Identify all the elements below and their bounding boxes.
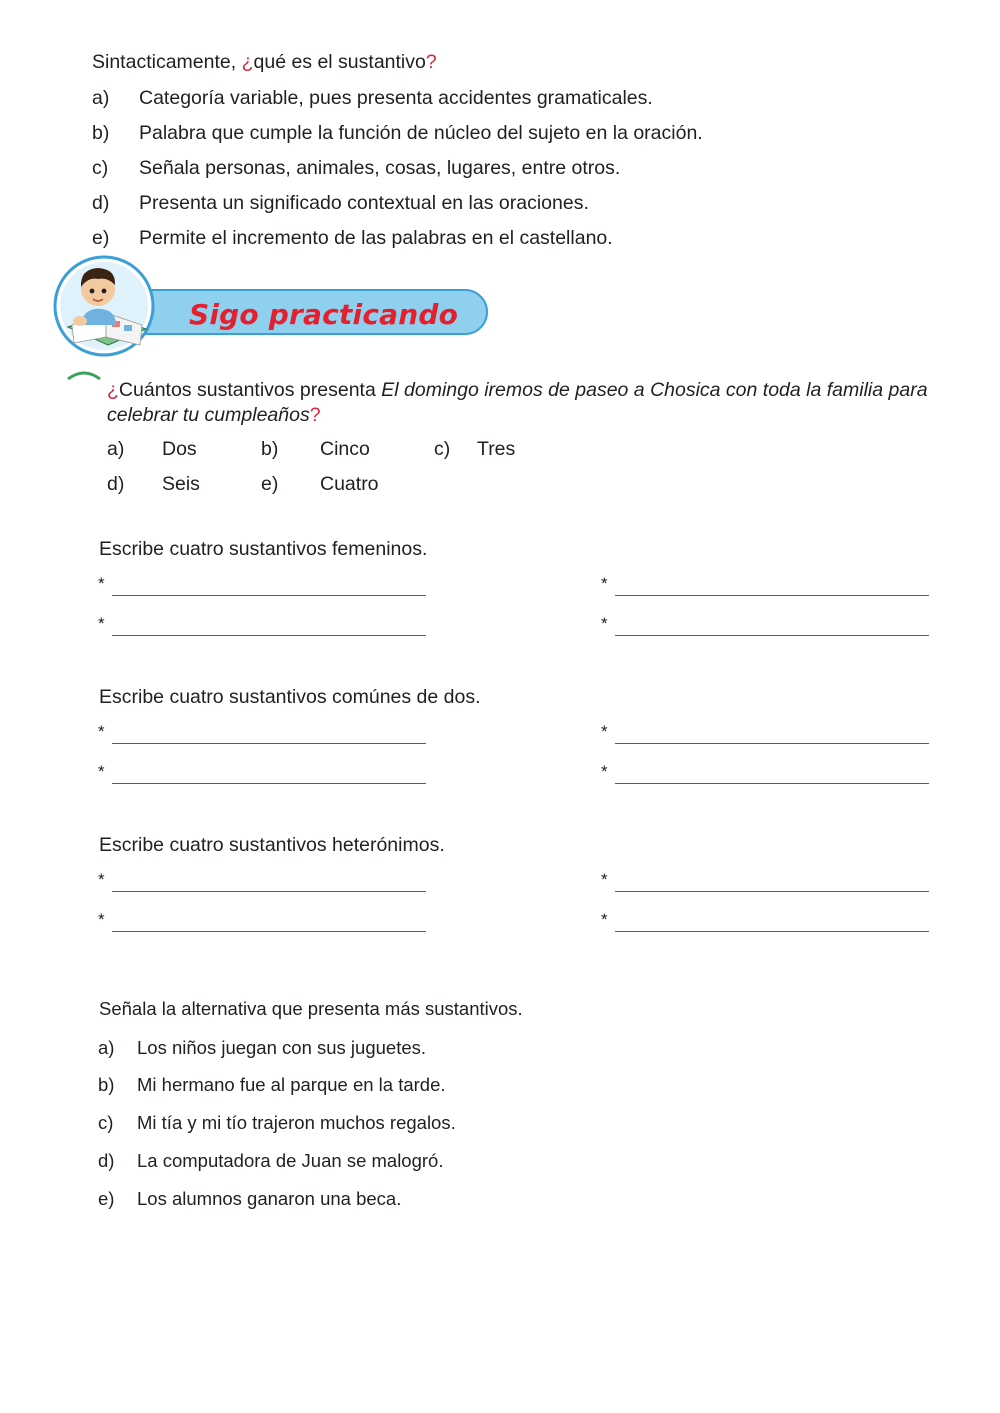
underline <box>112 931 426 932</box>
underline <box>112 635 426 636</box>
bullet-star: * <box>601 870 608 889</box>
question-3-title: Escribe cuatro sustantivos femeninos. <box>99 538 428 560</box>
option-text: Palabra que cumple la función de núcleo del sujeto en la oración. <box>139 122 703 144</box>
question-1 <box>92 51 437 74</box>
underline <box>615 595 929 596</box>
underline <box>615 891 929 892</box>
section-banner <box>142 289 488 335</box>
bullet-star: * <box>98 870 105 889</box>
question-4-title: Escribe cuatro sustantivos comúnes de dos. <box>99 686 481 708</box>
answer-line[interactable] <box>98 576 430 600</box>
option-letter: c) <box>92 157 109 179</box>
question-mark-close: ? <box>309 404 321 426</box>
question-2-sentence-line1: El domingo iremos de paseo a Chosica con toda la familia para <box>381 379 928 401</box>
question-mark-close: ? <box>425 51 437 73</box>
option-letter: e) <box>261 473 279 495</box>
option-text: La computadora de Juan se malogró. <box>137 1150 444 1171</box>
underline <box>112 743 426 744</box>
option-text: Cuatro <box>320 473 379 495</box>
underline <box>615 783 929 784</box>
answer-line[interactable] <box>601 576 933 600</box>
answer-line[interactable] <box>98 616 430 640</box>
bullet-star: * <box>601 574 608 593</box>
option-text: Presenta un significado contextual en las oraciones. <box>139 192 589 214</box>
option-letter: e) <box>92 227 110 249</box>
bullet-star: * <box>601 910 608 929</box>
answer-line[interactable] <box>601 724 933 748</box>
green-arc-decoration <box>64 370 104 380</box>
answer-line[interactable] <box>601 912 933 936</box>
bullet-star: * <box>98 762 105 781</box>
option-letter: d) <box>107 473 125 495</box>
option-letter: c) <box>98 1112 114 1133</box>
bullet-star: * <box>601 722 608 741</box>
option-text: Señala personas, animales, cosas, lugares, entre otros. <box>139 157 621 179</box>
option-text: Los alumnos ganaron una beca. <box>137 1188 402 1209</box>
bullet-star: * <box>601 762 608 781</box>
question-mark-open: ¿ <box>107 379 119 401</box>
question-2-lead: Cuántos sustantivos presenta <box>118 379 382 401</box>
question-2-sentence-line2: celebrar tu cumpleaños <box>107 404 310 426</box>
option-letter: a) <box>107 438 125 460</box>
option-text: Tres <box>477 438 516 460</box>
answer-line[interactable] <box>601 764 933 788</box>
answer-line[interactable] <box>98 724 430 748</box>
answer-line[interactable] <box>98 872 430 896</box>
underline <box>615 931 929 932</box>
underline <box>112 783 426 784</box>
underline <box>112 595 426 596</box>
option-text: Permite el incremento de las palabras en el castellano. <box>139 227 613 249</box>
option-text: Cinco <box>320 438 370 460</box>
bullet-star: * <box>98 614 105 633</box>
option-letter: a) <box>92 87 110 109</box>
answer-line[interactable] <box>601 872 933 896</box>
option-letter: b) <box>261 438 279 460</box>
answer-line[interactable] <box>98 912 430 936</box>
question-mark-open: ¿ <box>241 51 254 73</box>
option-text: Mi hermano fue al parque en la tarde. <box>137 1074 446 1095</box>
question-1-prefix: Sintacticamente, <box>92 51 242 73</box>
option-letter: b) <box>98 1074 115 1095</box>
option-text: Mi tía y mi tío trajeron muchos regalos. <box>137 1112 456 1133</box>
question-2 <box>107 378 977 428</box>
option-letter: d) <box>98 1150 115 1171</box>
option-letter: e) <box>98 1188 115 1209</box>
underline <box>615 743 929 744</box>
answer-line[interactable] <box>601 616 933 640</box>
option-text: Seis <box>162 473 200 495</box>
option-text: Dos <box>162 438 197 460</box>
bullet-star: * <box>98 574 105 593</box>
option-letter: d) <box>92 192 110 214</box>
option-text: Categoría variable, pues presenta accidentes gramaticales. <box>139 87 653 109</box>
bullet-star: * <box>98 722 105 741</box>
option-text: Los niños juegan con sus juguetes. <box>137 1037 427 1058</box>
question-6-title: Señala la alternativa que presenta más sustantivos. <box>99 998 523 1019</box>
bullet-star: * <box>98 910 105 929</box>
option-letter: c) <box>434 438 451 460</box>
underline <box>112 891 426 892</box>
question-1-text: qué es el sustantivo <box>253 51 426 73</box>
option-letter: b) <box>92 122 110 144</box>
reading-boy-icon <box>50 255 158 357</box>
option-letter: a) <box>98 1037 115 1058</box>
banner-title: Sigo practicando <box>189 298 459 331</box>
answer-line[interactable] <box>98 764 430 788</box>
question-5-title: Escribe cuatro sustantivos heterónimos. <box>99 834 445 856</box>
underline <box>615 635 929 636</box>
bullet-star: * <box>601 614 608 633</box>
